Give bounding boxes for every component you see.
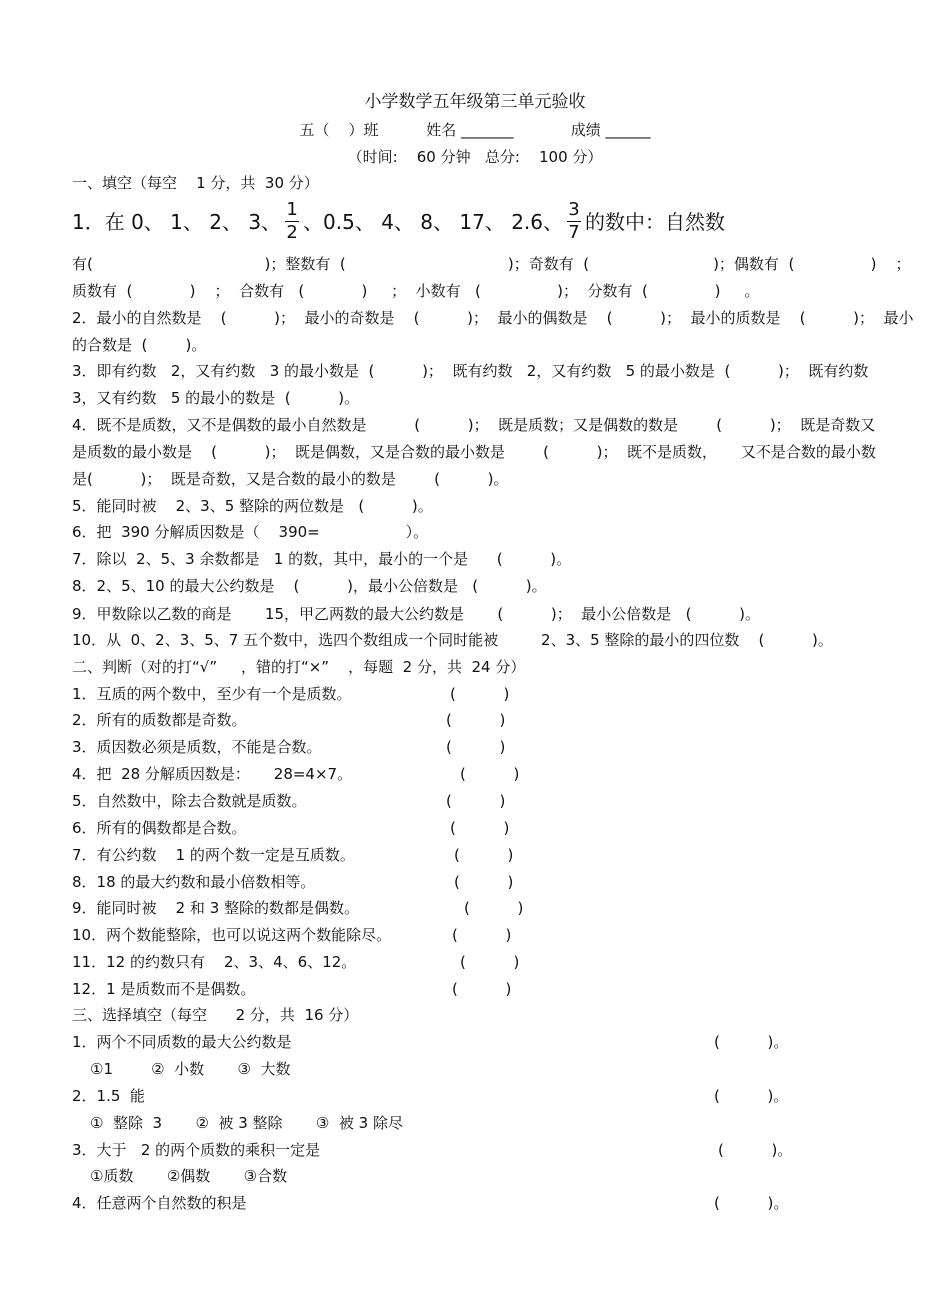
- fill-line: 4．既不是质数，又不是偶数的最小自然数是 ( )； 既是质数；又是偶数的数是 ( )； 既是奇数又: [72, 416, 876, 434]
- section-1-heading: 一、填空（每空 1 分，共 30 分）: [72, 174, 319, 192]
- q1-middle: 、0.5、 4、 8、 17、 2.6、: [303, 209, 564, 234]
- judge-answer-blank[interactable]: ( ): [450, 819, 510, 837]
- choice-options: ①1 ② 小数 ③ 大数: [90, 1060, 291, 1078]
- fill-line: 6．把 390 分解质因数是（ 390= ）。: [72, 523, 429, 541]
- judge-answer-blank[interactable]: ( ): [450, 685, 510, 703]
- judge-item: 7．有公约数 1 的两个数一定是互质数。: [72, 846, 355, 864]
- page-title: 小学数学五年级第三单元验收: [364, 92, 586, 112]
- judge-item: 5．自然数中，除去合数就是质数。: [72, 792, 307, 810]
- judge-item: 11．12 的约数只有 2、3、4、6、12。: [72, 953, 357, 971]
- judge-item: 2．所有的质数都是奇数。: [72, 711, 247, 729]
- fraction-denominator: 7: [568, 222, 580, 243]
- judge-answer-blank[interactable]: ( ): [460, 953, 520, 971]
- q1-prefix: 1．在 0、 1、 2、 3、: [72, 209, 282, 234]
- fill-line: 8．2、5、10 的最大公约数是 ( )，最小公倍数是 ( )。: [72, 577, 547, 595]
- choice-question: 4．任意两个自然数的积是: [72, 1194, 247, 1212]
- fraction-denominator: 2: [286, 222, 298, 243]
- fraction-three-sevenths: [567, 200, 581, 243]
- time-score-line: （时间: 60 分钟 总分: 100 分）: [347, 148, 603, 166]
- choice-answer-blank[interactable]: ( )。: [718, 1141, 793, 1159]
- choice-question: 2．1.5 能: [72, 1087, 145, 1105]
- judge-item: 6．所有的偶数都是合数。: [72, 819, 247, 837]
- judge-answer-blank[interactable]: ( ): [446, 792, 506, 810]
- judge-item: 12．1 是质数而不是偶数。: [72, 980, 256, 998]
- fill-line: 2．最小的自然数是 ( )； 最小的奇数是 ( )； 最小的偶数是 ( )； 最小的质数是 ( )； 最小: [72, 309, 914, 327]
- judge-item: 4．把 28 分解质因数是： 28=4×7。: [72, 765, 353, 783]
- question-1-numbers: [72, 200, 725, 243]
- fill-line: 有( )；整数有 ( )；奇数有 ( )；偶数有 ( ) ；: [72, 255, 911, 273]
- choice-question: 1．两个不同质数的最大公约数是: [72, 1033, 292, 1051]
- judge-item: 8．18 的最大约数和最小倍数相等。: [72, 873, 316, 891]
- judge-answer-blank[interactable]: ( ): [452, 926, 512, 944]
- fill-line: 是( )； 既是奇数，又是合数的最小的数是 ( )。: [72, 470, 509, 488]
- judge-item: 10．两个数能整除，也可以说这两个数能除尽。: [72, 926, 392, 944]
- choice-question: 3．大于 2 的两个质数的乘积一定是: [72, 1141, 321, 1159]
- section-3-heading: 三、选择填空（每空 2 分，共 16 分）: [72, 1006, 359, 1024]
- judge-answer-blank[interactable]: ( ): [452, 980, 512, 998]
- fraction-numerator: 3: [568, 199, 580, 220]
- choice-answer-blank[interactable]: ( )。: [714, 1087, 789, 1105]
- judge-answer-blank[interactable]: ( ): [454, 846, 514, 864]
- fill-line: 9．甲数除以乙数的商是 15，甲乙两数的最大公约数是 ( )； 最小公倍数是 ( )。: [72, 605, 760, 623]
- fraction-one-half: [285, 200, 299, 243]
- judge-answer-blank[interactable]: ( ): [460, 765, 520, 783]
- q1-suffix: 的数中：自然数: [585, 209, 726, 234]
- fill-line: 7．除以 2、5、3 余数都是 1 的数，其中，最小的一个是 ( )。: [72, 550, 572, 568]
- judge-item: 3．质因数必须是质数，不能是合数。: [72, 738, 322, 756]
- fraction-numerator: 1: [286, 199, 298, 220]
- fill-line: 3，又有约数 5 的最小的数是 ( )。: [72, 389, 360, 407]
- choice-answer-blank[interactable]: ( )。: [714, 1194, 789, 1212]
- fill-line: 3．即有约数 2，又有约数 3 的最小数是 ( )； 既有约数 2，又有约数 5 的最小数是 ( )； 既有约数: [72, 362, 869, 380]
- fill-line: 10．从 0、2、3、5、7 五个数中，选四个数组成一个同时能被 2、3、5 整除的最小的四位数 ( )。: [72, 631, 833, 649]
- fill-line: 是质数的最小数是 ( )； 既是偶数，又是合数的最小数是 ( )； 既不是质数， 又不是合数的最小数: [72, 443, 876, 461]
- judge-answer-blank[interactable]: ( ): [464, 899, 524, 917]
- fill-line: 的合数是 ( )。: [72, 336, 207, 354]
- judge-item: 1．互质的两个数中，至少有一个是质数。: [72, 685, 352, 703]
- judge-answer-blank[interactable]: ( ): [446, 711, 506, 729]
- fill-line: 质数有 ( ) ； 合数有 ( ) ； 小数有 ( )； 分数有 ( ) 。: [72, 282, 760, 300]
- section-2-heading: 二、判断（对的打“√” ，错的打“×” ，每题 2 分，共 24 分）: [72, 658, 526, 676]
- fill-line: 5．能同时被 2、3、5 整除的两位数是 ( )。: [72, 497, 433, 515]
- choice-answer-blank[interactable]: ( )。: [714, 1033, 789, 1051]
- choice-options: ①质数 ②偶数 ③合数: [90, 1167, 288, 1185]
- class-name-score-line: 五（ ）班 姓名 _______ 成绩 ______: [299, 121, 651, 139]
- choice-options: ① 整除 3 ② 被 3 整除 ③ 被 3 除尽: [90, 1114, 403, 1132]
- judge-item: 9．能同时被 2 和 3 整除的数都是偶数。: [72, 899, 360, 917]
- judge-answer-blank[interactable]: ( ): [446, 738, 506, 756]
- judge-answer-blank[interactable]: ( ): [454, 873, 514, 891]
